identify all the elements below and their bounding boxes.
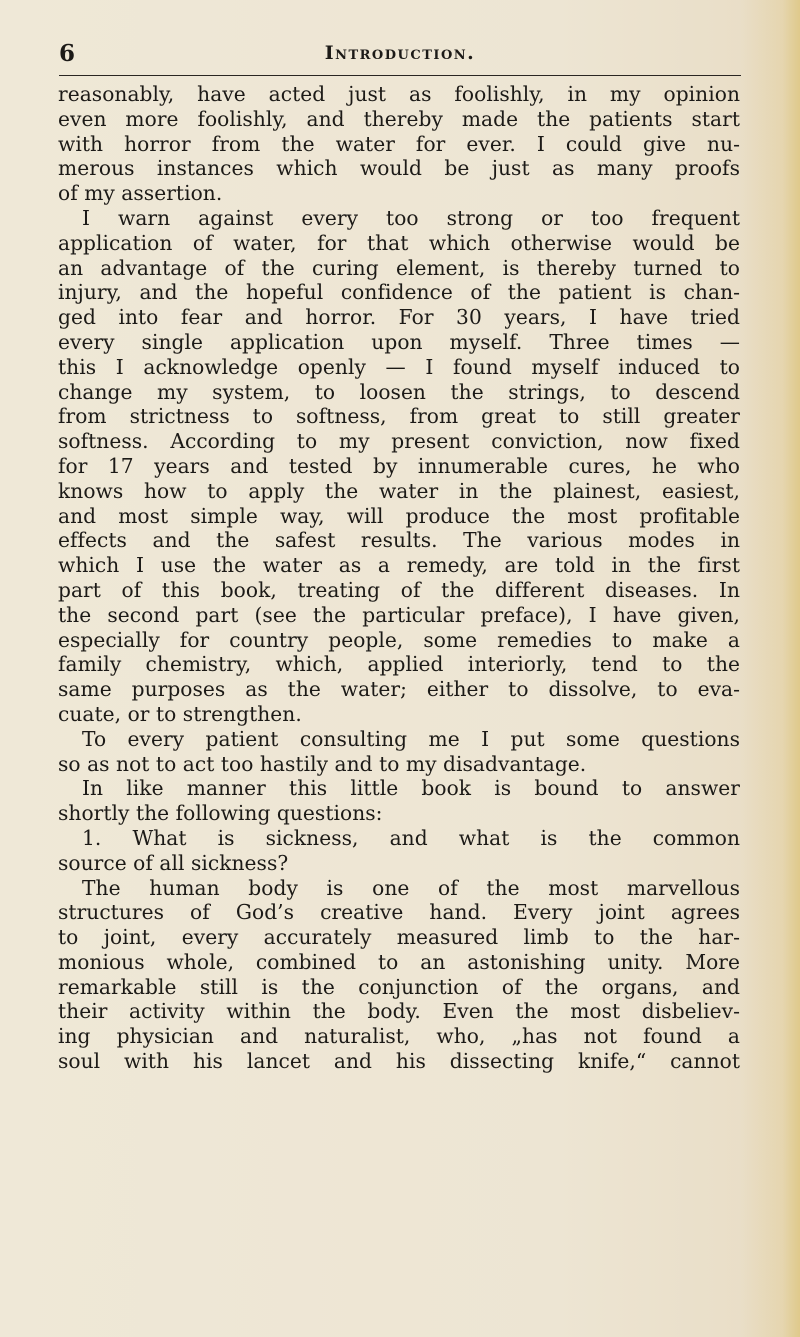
text-line: reasonably, have acted just as foolishly, in my opinion bbox=[58, 82, 740, 106]
text-line: family chemistry, which, applied interiorly, tend to the bbox=[58, 652, 740, 677]
text-line: source of all sickness? bbox=[58, 850, 289, 875]
text-line: knows how to apply the water in the plainest, easiest, bbox=[58, 478, 740, 503]
text-line: so as not to act too hastily and to my disadvantage. bbox=[58, 751, 587, 776]
text-line: The human body is one of the most marvellous bbox=[82, 875, 740, 900]
text-line: to joint, every accurately measured limb to the har- bbox=[58, 925, 740, 950]
text-line: with horror from the water for ever. I could give nu- bbox=[58, 131, 740, 156]
text-line: remarkable still is the conjunction of the organs, and bbox=[58, 974, 740, 999]
text-line: even more foolishly, and thereby made the patients start bbox=[58, 106, 740, 131]
text-line: this I acknowledge openly — I found myself induced to bbox=[58, 354, 740, 379]
text-line: 1. What is sickness, and what is the common bbox=[82, 825, 740, 850]
running-title: Introduction. bbox=[324, 42, 476, 64]
text-line: I warn against every too strong or too frequent bbox=[82, 205, 740, 230]
text-line: for 17 years and tested by innumerable cures, he who bbox=[58, 453, 740, 478]
page-header bbox=[59, 40, 741, 76]
text-line: effects and the safest results. The various modes in bbox=[58, 528, 740, 553]
text-line: their activity within the body. Even the most disbeliev- bbox=[58, 999, 740, 1024]
text-line: soul with his lancet and his dissecting knife,“ cannot bbox=[58, 1049, 740, 1074]
text-line: merous instances which would be just as many proofs bbox=[58, 156, 740, 181]
text-line: change my system, to loosen the strings, to descend bbox=[58, 379, 740, 404]
text-line: part of this book, treating of the different diseases. In bbox=[58, 577, 740, 602]
text-line: injury, and the hopeful confidence of the patient is chan- bbox=[58, 280, 740, 305]
text-line: from strictness to softness, from great to still greater bbox=[58, 404, 740, 429]
text-line: and most simple way, will produce the most profitable bbox=[58, 503, 740, 528]
text-line: same purposes as the water; either to dissolve, to eva- bbox=[58, 677, 740, 702]
header-rule bbox=[59, 75, 741, 76]
text-line: monious whole, combined to an astonishing unity. More bbox=[58, 949, 740, 974]
text-line: cuate, or to strengthen. bbox=[58, 701, 302, 726]
page-edge-shadow bbox=[740, 0, 800, 1337]
text-line: which I use the water as a remedy, are told in the first bbox=[58, 553, 740, 578]
text-line: every single application upon myself. Three times — bbox=[58, 329, 740, 354]
text-line: structures of God’s creative hand. Every joint agrees bbox=[58, 900, 740, 925]
text-line: In like manner this little book is bound to answer bbox=[82, 776, 740, 801]
text-line: ing physician and naturalist, who, „has not found a bbox=[58, 1024, 740, 1049]
text-line: an advantage of the curing element, is thereby turned to bbox=[58, 255, 740, 280]
page-number: 6 bbox=[59, 40, 76, 67]
text-line: shortly the following questions: bbox=[58, 801, 383, 826]
text-line: softness. According to my present conviction, now fixed bbox=[58, 429, 740, 454]
body-text bbox=[58, 82, 740, 1074]
text-line: To every patient consulting me I put some questions bbox=[82, 726, 740, 751]
text-line: ged into fear and horror. For 30 years, I have tried bbox=[58, 305, 740, 330]
text-line: the second part (see the particular preface), I have given, bbox=[58, 602, 740, 627]
text-line: especially for country people, some remedies to make a bbox=[58, 627, 740, 652]
text-line: application of water, for that which otherwise would be bbox=[58, 230, 740, 255]
text-line: of my assertion. bbox=[58, 181, 223, 206]
